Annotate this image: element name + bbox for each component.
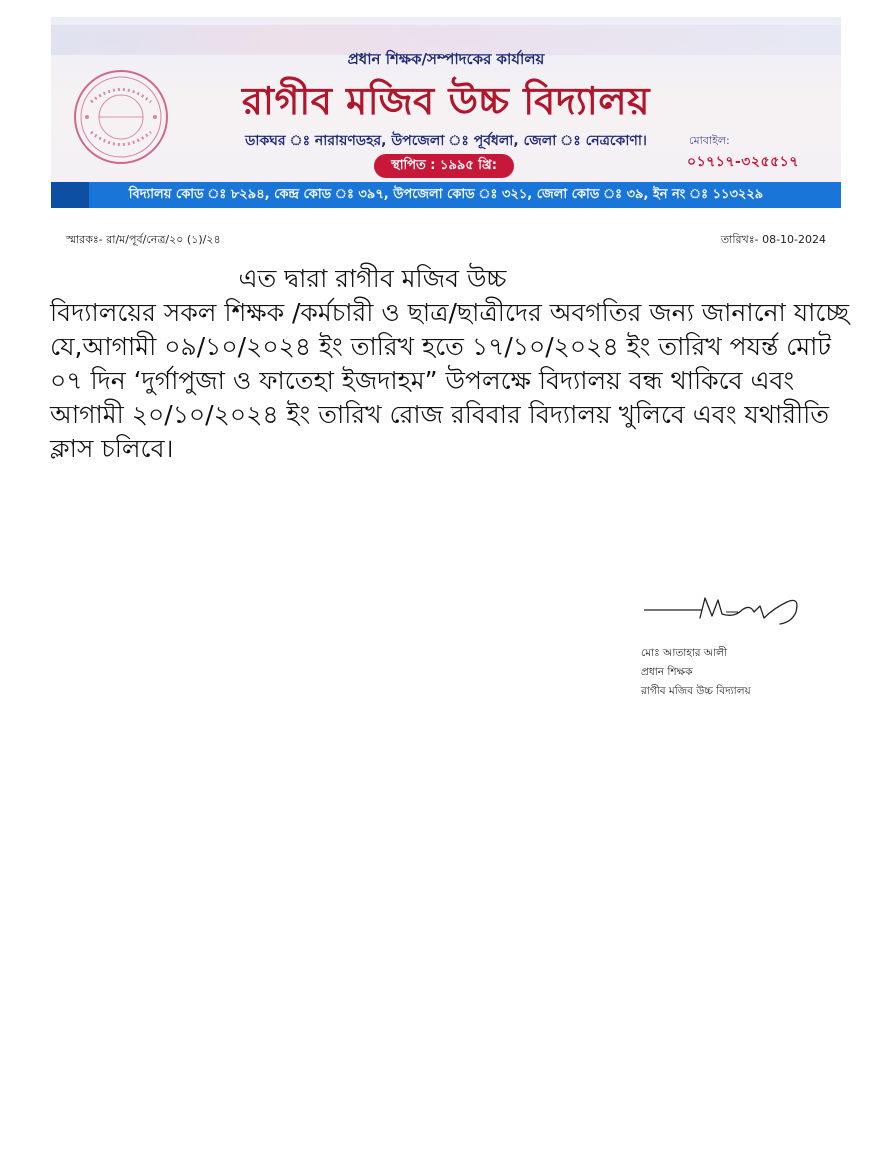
- memo-reference: স্মারকঃ- রা/ম/পূর্ব/নেত্র/২০ (১)/২৪: [66, 233, 221, 246]
- address-line: ডাকঘর ঃ নারায়ণডহর, উপজেলা ঃ পূর্বধলা, জেলা ঃ নেত্রকোণা।: [245, 133, 647, 149]
- signatory-name: মোঃ আতাহার আলী: [641, 647, 727, 659]
- signatory-title: প্রধান শিক্ষক: [641, 666, 693, 678]
- school-codes-bar: [51, 182, 841, 208]
- mobile-number: ০১৭১৭-৩২৫৫১৭: [687, 154, 799, 170]
- school-name: রাগীব মজিব উচ্চ বিদ্যালয়: [242, 79, 650, 123]
- established-badge: স্থাপিত : ১৯৯৫ খ্রি:: [374, 154, 514, 178]
- notice-body: [50, 262, 850, 466]
- code-bar-edge: [51, 182, 89, 208]
- signature-icon: [642, 588, 802, 632]
- mobile-label: মোবাইল:: [689, 134, 730, 147]
- signatory-organization: রাগীব মজিব উচ্চ বিদ্যালয়: [641, 685, 751, 697]
- notice-text: বিদ্যালয়ের সকল শিক্ষক /কর্মচারী ও ছাত্র/ছাত্রীদের অবগতির জন্য জানানো যাচ্ছে যে,আগামী ০৯/১০/২০২৪ ইং তারিখ হতে ১৭/১০/২০২৪ ইং তারিখ পযর্ন্ত মোট ০৭ দিন ‘দুর্গাপুজা ও ফাতেহা ইজদাহম” উপলক্ষে বিদ্যালয় বন্ধ থাকিবে এবং আগামী ২০/১০/২০২৪ ইং তারিখ রোজ রবিবার বিদ্যালয় খুলিবে এবং যথারীতি ক্লাস চলিবে।: [50, 298, 850, 463]
- notice-lead: এত দ্বারা রাগীব মজিব উচ্চ: [238, 264, 507, 293]
- letterhead: [51, 17, 841, 208]
- school-codes-text: বিদ্যালয় কোড ঃ ৮২৯৪, কেন্দ্র কোড ঃ ৩৯৭, উপজেলা কোড ঃ ৩২১, জেলা কোড ঃ ৩৯, ইন নং ঃ ১১৩২২৯: [128, 186, 764, 202]
- memo-date: তারিখঃ- 08-10-2024: [720, 233, 826, 246]
- office-line: প্রধান শিক্ষক/সম্পাদকের কার্যালয়: [347, 50, 545, 68]
- school-seal-icon: [71, 67, 171, 167]
